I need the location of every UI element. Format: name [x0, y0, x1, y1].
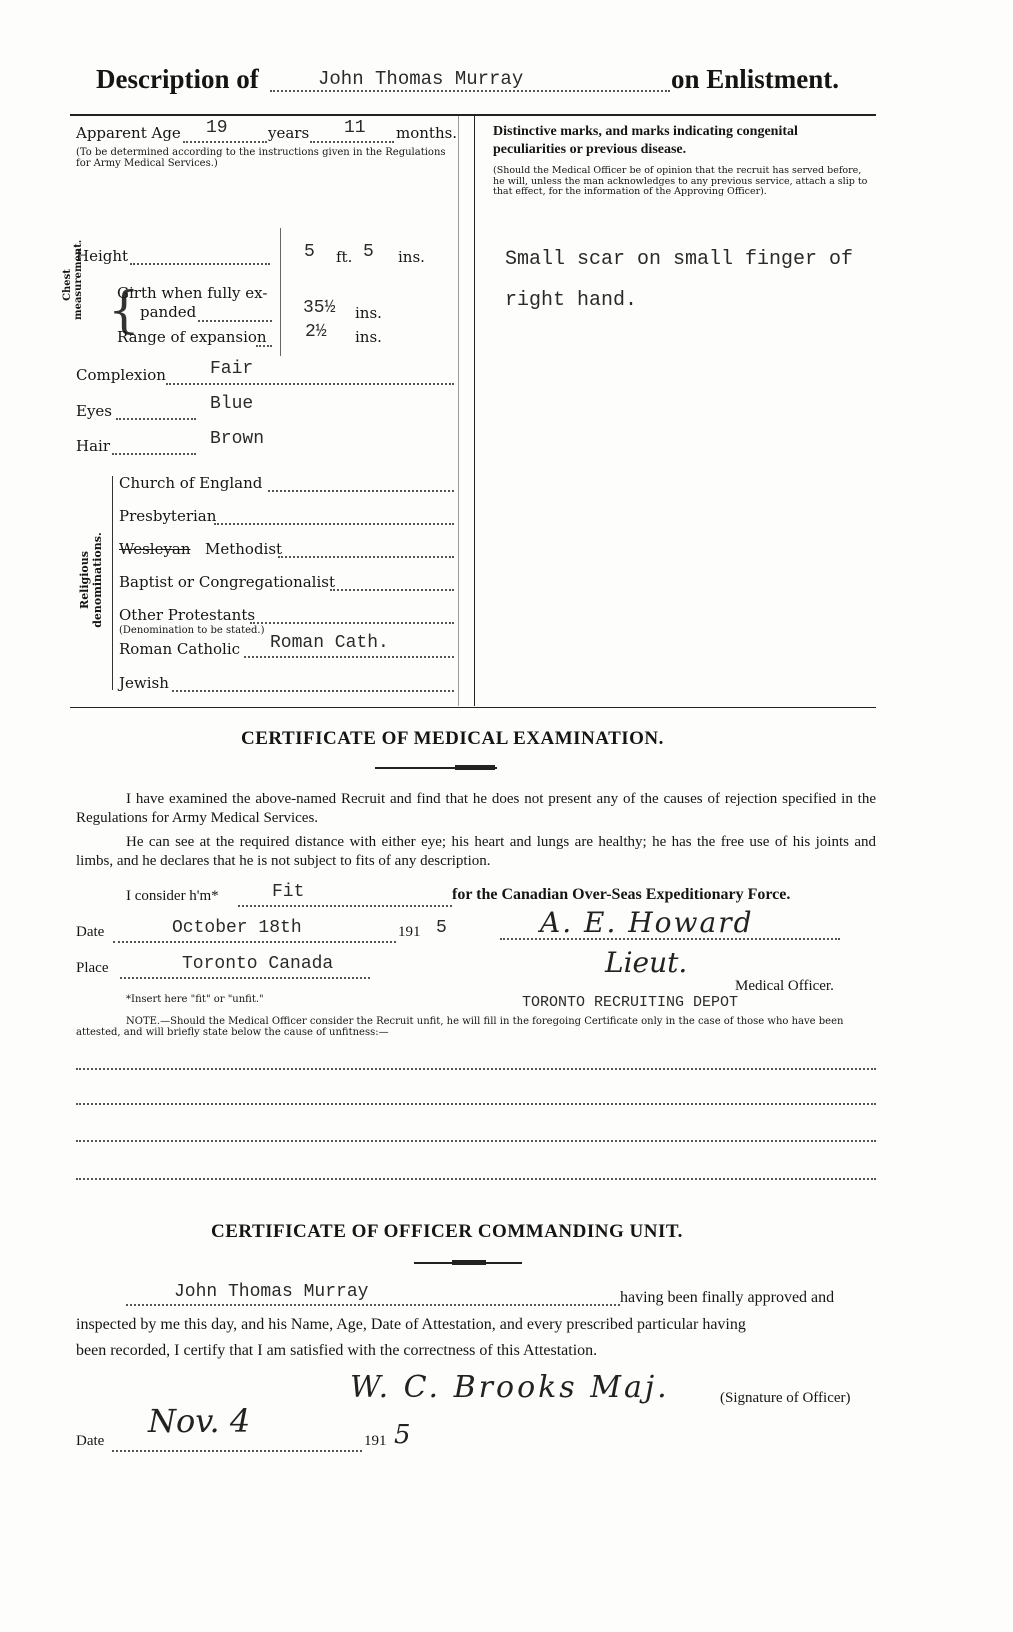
medical-cert-heading: CERTIFICATE OF MEDICAL EXAMINATION.	[241, 728, 664, 749]
title-name-line	[270, 90, 670, 92]
measurements-divider	[280, 228, 281, 356]
hair-value: Brown	[210, 429, 265, 449]
commanding-signature: W. C. Brooks Maj.	[350, 1370, 670, 1405]
age-years-line	[183, 141, 267, 143]
commanding-text-3: been recorded, I certify that I am satisfied with the correctness of this Attestation.	[76, 1342, 598, 1359]
baptist-line	[330, 589, 454, 591]
eyes-line	[116, 418, 196, 420]
religion-label: Religious denominations.	[78, 532, 104, 628]
commanding-text-2: inspected by me this day, and his Name, Age, Date of Attestation, and every prescribed particular having	[76, 1316, 746, 1333]
religion-other-note: (Denomination to be stated.)	[119, 625, 265, 636]
consider-value: Fit	[272, 882, 305, 902]
medical-para-2: He can see at the required distance with either eye; his heart and lungs are healthy; he has the free use of his joints and limbs, and he declares that he is not subject to fits of any description.	[76, 834, 876, 869]
marks-value-1: Small scar on small finger of	[505, 248, 854, 271]
girth-label-2: panded	[140, 303, 197, 321]
commanding-year-digit: 5	[394, 1420, 411, 1450]
section-rule	[70, 707, 876, 708]
months-label: months.	[396, 124, 458, 142]
chest-brace: {	[108, 281, 140, 339]
medical-date-value: October 18th	[172, 918, 302, 938]
girth-value: 35½	[303, 298, 336, 318]
methodist-line	[278, 556, 454, 558]
complexion-line	[166, 383, 454, 385]
years-label: years	[268, 124, 310, 142]
religion-church-england: Church of England	[119, 474, 263, 492]
medical-place-value: Toronto Canada	[182, 954, 334, 974]
chest-label: Chest measurement.	[62, 239, 84, 320]
medical-place-line	[120, 977, 370, 979]
roman-catholic-value: Roman Cath.	[270, 633, 389, 653]
girth-line	[198, 320, 272, 322]
commanding-date-value: Nov. 4	[148, 1402, 251, 1440]
marks-heading-2: peculiarities or previous disease.	[493, 142, 687, 157]
title-suffix: on Enlistment.	[671, 64, 840, 94]
marks-value-2: right hand.	[505, 289, 638, 312]
commanding-name: John Thomas Murray	[174, 1282, 369, 1302]
age-months-value: 11	[344, 118, 366, 138]
complexion-label: Complexion	[76, 366, 166, 384]
commanding-year-prefix: 191	[364, 1433, 387, 1449]
unfit-line-2	[76, 1103, 876, 1105]
inner-divider	[458, 116, 459, 706]
religion-jewish: Jewish	[119, 674, 169, 692]
religion-roman-catholic: Roman Catholic	[119, 640, 241, 658]
age-months-line	[310, 141, 394, 143]
medical-officer-label: Medical Officer.	[735, 978, 834, 994]
hair-line	[112, 453, 196, 455]
medical-place-label: Place	[76, 960, 109, 976]
unfit-line-4	[76, 1178, 876, 1180]
religion-bracket	[112, 476, 113, 690]
religion-baptist: Baptist or Congregationalist	[119, 573, 335, 591]
church-england-line	[268, 490, 454, 492]
religion-other-protestants: Other Protestants	[119, 606, 256, 624]
height-in-value: 5	[363, 242, 374, 262]
height-label: Height	[76, 247, 129, 265]
age-label: Apparent Age	[76, 124, 181, 142]
ins-label: ins.	[398, 248, 425, 266]
medical-date-line	[113, 941, 396, 943]
eyes-value: Blue	[210, 394, 254, 414]
medical-para-1: I have examined the above-named Recruit and find that he does not present any of the causes of rejection specified in the Regulations for Army Medical Services.	[76, 791, 876, 826]
medical-year-prefix: 191	[398, 924, 421, 940]
commanding-date-label: Date	[76, 1433, 105, 1449]
range-label: Range of expansion	[117, 328, 267, 346]
commanding-cert-heading: CERTIFICATE OF OFFICER COMMANDING UNIT.	[211, 1221, 683, 1242]
age-note: (To be determined according to the instructions given in the Regulations for Army Medical Services.)	[76, 147, 446, 169]
religion-methodist: Methodist	[205, 540, 283, 558]
marks-heading-1: Distinctive marks, and marks indicating congenital	[493, 124, 798, 139]
height-line	[130, 263, 270, 265]
medical-date-label: Date	[76, 924, 105, 940]
range-line	[256, 345, 272, 347]
consider-line	[238, 905, 452, 907]
marks-note: (Should the Medical Officer be of opinion that the recruit has served before, he will, unless the man acknowledges to any previous service, attach a slip to that effect, for the information of the Approving Officer).	[493, 165, 868, 197]
presbyterian-line	[214, 523, 454, 525]
column-divider	[474, 116, 475, 706]
consider-prefix: I consider h'm*	[126, 888, 219, 904]
other-protestants-line	[250, 622, 454, 624]
eyes-label: Eyes	[76, 402, 112, 420]
complexion-value: Fair	[210, 359, 254, 379]
commanding-cert-underline-bold	[452, 1260, 486, 1265]
age-years-value: 19	[206, 118, 228, 138]
commanding-text-1: having been finally approved and	[620, 1289, 835, 1306]
girth-unit: ins.	[355, 304, 382, 322]
roman-catholic-line	[244, 656, 454, 658]
commanding-signature-label: (Signature of Officer)	[720, 1390, 851, 1406]
unfit-line-3	[76, 1140, 876, 1142]
top-rule	[70, 114, 876, 116]
range-value: 2½	[305, 322, 327, 342]
range-unit: ins.	[355, 328, 382, 346]
recruit-name: John Thomas Murray	[318, 68, 524, 90]
medical-signature: A. E. Howard	[540, 906, 754, 939]
title-prefix: Description of	[96, 64, 259, 94]
religion-wesleyan: Wesleyan	[119, 540, 191, 558]
depot-stamp: TORONTO RECRUITING DEPOT	[522, 994, 739, 1011]
commanding-name-line	[126, 1304, 620, 1306]
girth-label-1: Girth when fully ex-	[117, 284, 268, 302]
insert-note: *Insert here "fit" or "unfit."	[126, 994, 264, 1005]
consider-suffix: for the Canadian Over-Seas Expeditionary Force.	[452, 886, 791, 903]
ft-label: ft.	[336, 248, 353, 266]
unfit-line-1	[76, 1068, 876, 1070]
height-ft-value: 5	[304, 242, 315, 262]
commanding-date-line	[112, 1450, 362, 1452]
hair-label: Hair	[76, 437, 110, 455]
medical-cert-underline-bold	[455, 765, 495, 770]
medical-signature-rank: Lieut.	[605, 946, 688, 979]
medical-unfit-note: NOTE.—Should the Medical Officer consider the Recruit unfit, he will fill in the foregoing Certificate only in the case of those who have been attested, and will briefly state below the cause of unfitness:—	[76, 1016, 844, 1038]
medical-year-digit: 5	[436, 918, 447, 938]
religion-presbyterian: Presbyterian	[119, 507, 217, 525]
jewish-line	[172, 690, 454, 692]
